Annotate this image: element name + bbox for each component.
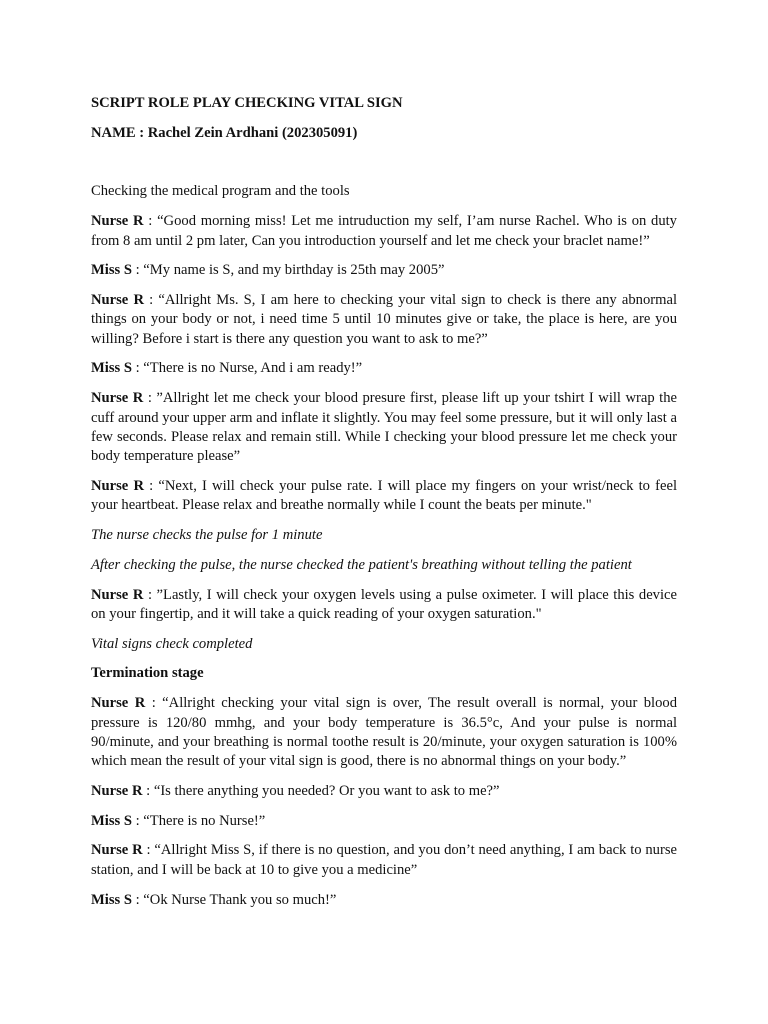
- utterance: : “Is there anything you needed? Or you want to ask to me?”: [142, 783, 500, 800]
- speaker: Miss S: [91, 812, 132, 829]
- speaker: Nurse R: [91, 291, 144, 308]
- intro-line: Checking the medical program and the tools: [91, 183, 350, 200]
- dialogue-line: [91, 477, 677, 516]
- speaker: Nurse R: [91, 695, 146, 712]
- utterance: : ”Allright let me check your blood presure first, please lift up your tshirt I will wrap the cuff around your upper arm and inflate it slightly. You may feel some pressure, but it will only last a few seconds. Please relax and remain still. While I checking your blood pressure let me check your body temperature please”: [91, 390, 677, 465]
- utterance: : “My name is S, and my birthday is 25th may 2005”: [131, 262, 445, 279]
- stage-direction: After checking the pulse, the nurse checked the patient's breathing without telling the patient: [91, 556, 632, 573]
- speaker: Nurse R: [91, 842, 143, 859]
- dialogue-line: [91, 261, 677, 280]
- blank-line: [91, 153, 677, 182]
- speaker: Nurse R: [91, 586, 144, 603]
- speaker: Nurse R: [91, 478, 144, 495]
- dialogue-line: [91, 891, 677, 910]
- utterance: : “Next, I will check your pulse rate. I will place my fingers on your wrist/neck to feel your heartbeat. Please relax and breathe normally while I count the beats per minute.": [91, 478, 677, 514]
- dialogue-line: [91, 359, 677, 378]
- dialogue-line: [91, 694, 677, 772]
- dialogue-line: [91, 212, 677, 251]
- dialogue-line: [91, 841, 677, 880]
- utterance: : “Allright Ms. S, I am here to checking your vital sign to check is there any abnormal things on your body or not, i need time 5 until 10 minutes give or take, the place is here, are you willing? Before i start is there any question you want to ask to me?”: [91, 291, 677, 347]
- dialogue-line: [91, 389, 677, 467]
- stage-direction: The nurse checks the pulse for 1 minute: [91, 527, 323, 544]
- document-page: [91, 94, 677, 920]
- utterance: : “There is no Nurse, And i am ready!”: [131, 360, 363, 377]
- author-name: NAME : Rachel Zein Ardhani (202305091): [91, 124, 358, 141]
- dialogue-line: [91, 586, 677, 625]
- dialogue-line: [91, 812, 677, 831]
- utterance: : “Good morning miss! Let me intruduction my self, I’am nurse Rachel. Who is on duty from 8 am until 2 pm later, Can you introduction yourself and let me check your braclet name!”: [91, 213, 677, 249]
- speaker: Nurse R: [91, 390, 144, 407]
- stage-direction: Vital signs check completed: [91, 635, 253, 652]
- utterance: : “Allright checking your vital sign is over, The result overall is normal, your blood pressure is 120/80 mmhg, and your body temperature is 36.5°c, And your pulse is normal 90/minute, and your breathing is normal toothe result is 20/minute, your oxygen saturation is 100% which mean the result of your vital sign is good, there is no abnormal things on your body.”: [91, 695, 677, 770]
- dialogue-line: [91, 782, 677, 801]
- speaker: Miss S: [91, 262, 132, 279]
- utterance: : ”Lastly, I will check your oxygen levels using a pulse oximeter. I will place this device on your fingertip, and it will take a quick reading of your oxygen saturation.": [91, 586, 677, 622]
- utterance: : “There is no Nurse!”: [131, 812, 266, 829]
- document-title: SCRIPT ROLE PLAY CHECKING VITAL SIGN: [91, 95, 403, 111]
- section-heading: Termination stage: [91, 665, 204, 682]
- speaker: Nurse R: [91, 213, 144, 230]
- speaker: Miss S: [91, 891, 132, 908]
- speaker: Nurse R: [91, 783, 143, 800]
- speaker: Miss S: [91, 360, 132, 377]
- utterance: : “Allright Miss S, if there is no question, and you don’t need anything, I am back to nurse station, and I will be back at 10 to give you a medicine”: [91, 842, 677, 878]
- utterance: : “Ok Nurse Thank you so much!”: [131, 891, 337, 908]
- dialogue-line: [91, 291, 677, 349]
